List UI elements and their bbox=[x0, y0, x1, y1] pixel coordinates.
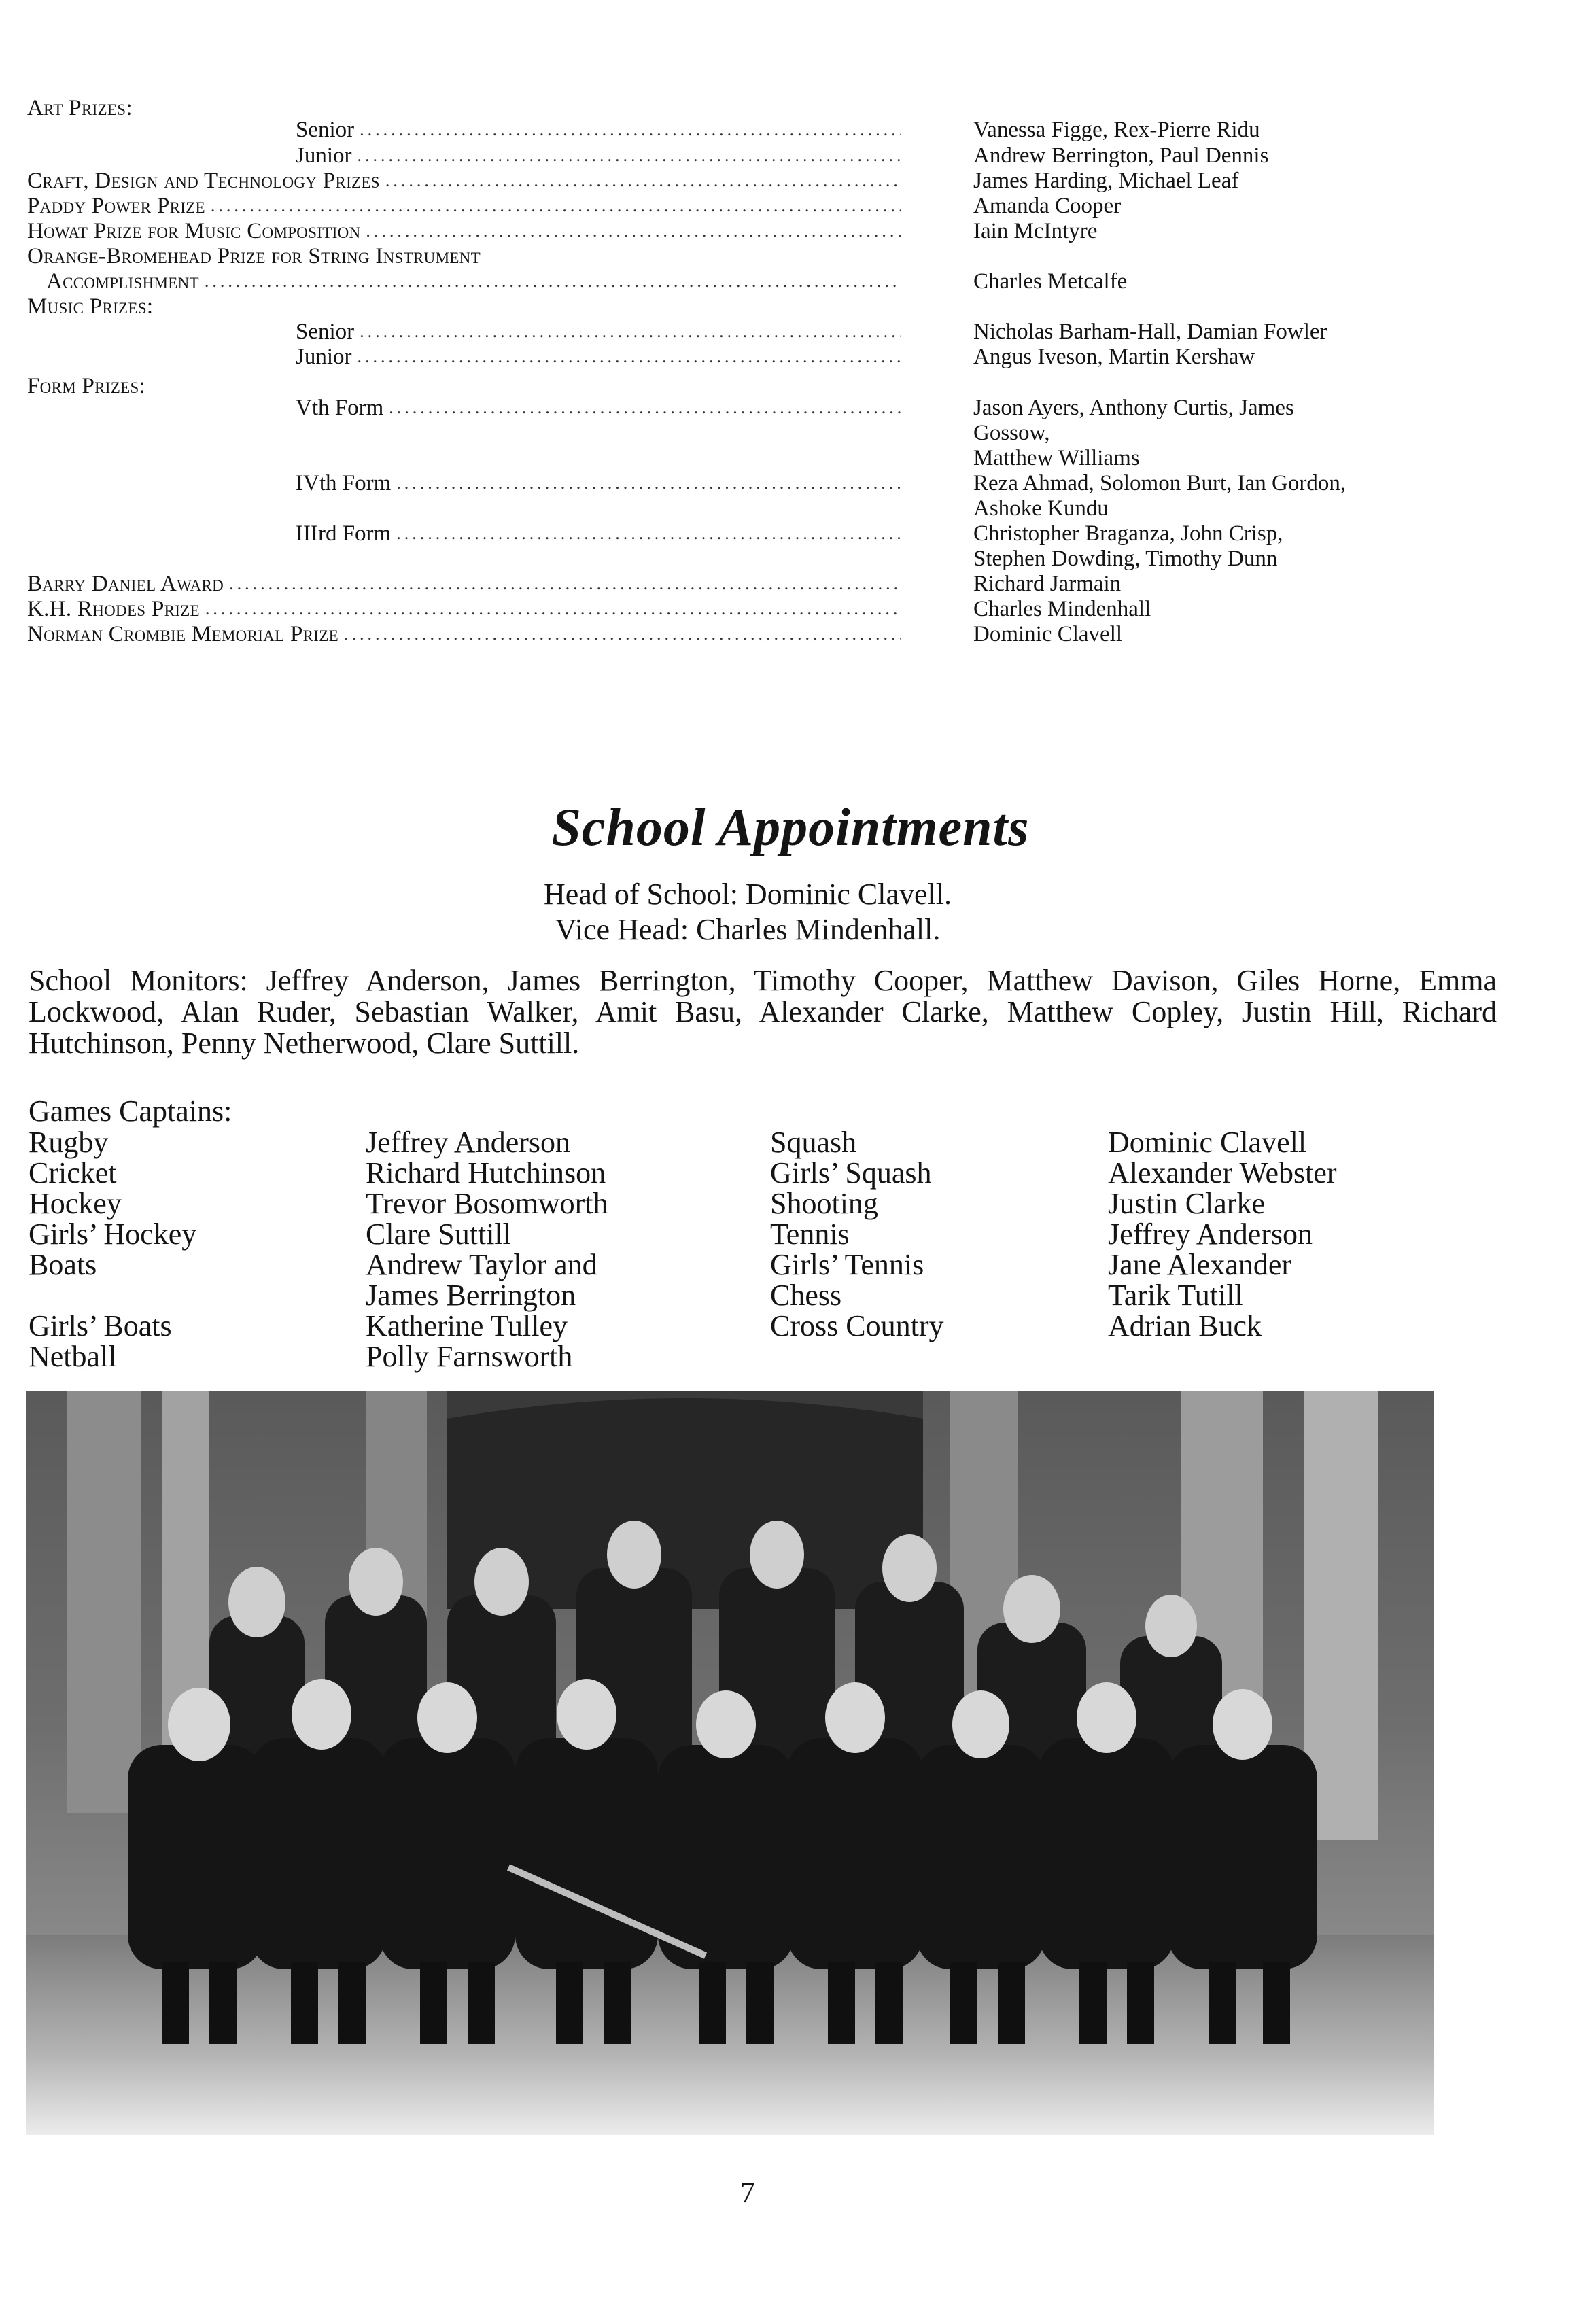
captain-sport: Girls’ Hockey bbox=[29, 1217, 197, 1251]
dot-leader bbox=[385, 168, 901, 194]
prize-winner: Charles Metcalfe bbox=[973, 269, 1128, 294]
dot-leader bbox=[389, 395, 901, 421]
captain-sport: Shooting bbox=[770, 1187, 878, 1220]
captain-sport: Rugby bbox=[29, 1126, 109, 1159]
captain-sport: Boats bbox=[29, 1248, 97, 1281]
prize-winner: Dominic Clavell bbox=[973, 622, 1123, 646]
prize-label: Craft, Design and Technology Prizes bbox=[27, 169, 380, 193]
captain-name: Clare Suttill bbox=[366, 1217, 511, 1251]
prize-winner: Gossow, bbox=[973, 421, 1050, 445]
captain-sport: Hockey bbox=[29, 1187, 122, 1220]
captain-sport: Chess bbox=[770, 1279, 842, 1312]
captain-name: James Berrington bbox=[366, 1279, 576, 1312]
captain-name: Dominic Clavell bbox=[1108, 1126, 1307, 1159]
prize-label: Accomplishment bbox=[46, 269, 199, 294]
captain-sport: Girls’ Boats bbox=[29, 1309, 172, 1342]
prize-winner: Amanda Cooper bbox=[973, 194, 1122, 218]
captain-sport: Cricket bbox=[29, 1156, 117, 1190]
captain-name: Polly Farnsworth bbox=[366, 1340, 573, 1373]
captain-name: Jane Alexander bbox=[1108, 1248, 1291, 1281]
prize-label: Junior bbox=[296, 143, 352, 168]
prize-label: Paddy Power Prize bbox=[27, 194, 205, 218]
prize-winner: Jason Ayers, Anthony Curtis, James bbox=[973, 396, 1294, 420]
captain-sport: Cross Country bbox=[770, 1309, 944, 1342]
captain-name: Tarik Tutill bbox=[1108, 1279, 1243, 1312]
prize-winner: Ashoke Kundu bbox=[973, 496, 1109, 521]
page-number: 7 bbox=[740, 2176, 755, 2209]
prize-winner: Iain McIntyre bbox=[973, 219, 1098, 243]
head-of-school: Head of School: Dominic Clavell. bbox=[544, 878, 952, 911]
dot-leader bbox=[205, 268, 901, 294]
dot-leader bbox=[396, 521, 901, 547]
prize-label: Senior bbox=[296, 118, 355, 142]
prize-label: Barry Daniel Award bbox=[27, 572, 224, 596]
captain-sport: Netball bbox=[29, 1340, 117, 1373]
music-prizes-heading: Music Prizes: bbox=[27, 294, 154, 319]
captain-name: Jeffrey Anderson bbox=[366, 1126, 570, 1159]
captain-name: Jeffrey Anderson bbox=[1108, 1217, 1313, 1251]
prize-label-orange-line1: Orange-Bromehead Prize for String Instrument bbox=[27, 244, 481, 268]
prize-label: IVth Form bbox=[296, 471, 392, 496]
captain-sport: Tennis bbox=[770, 1217, 850, 1251]
section-title: School Appointments bbox=[551, 797, 1030, 856]
dot-leader bbox=[229, 571, 901, 597]
prize-label: Senior bbox=[296, 319, 355, 344]
prize-winner: Andrew Berrington, Paul Dennis bbox=[973, 143, 1269, 168]
captain-name: Alexander Webster bbox=[1108, 1156, 1337, 1190]
prize-winner: Angus Iveson, Martin Kershaw bbox=[973, 345, 1255, 369]
prize-label: IIIrd Form bbox=[296, 521, 392, 546]
captain-name: Adrian Buck bbox=[1108, 1309, 1262, 1342]
prize-winner: James Harding, Michael Leaf bbox=[973, 169, 1239, 193]
captain-name: Richard Hutchinson bbox=[366, 1156, 606, 1190]
captain-name: Justin Clarke bbox=[1108, 1187, 1265, 1220]
games-captains-heading: Games Captains: bbox=[29, 1094, 232, 1128]
prize-winner: Nicholas Barham-Hall, Damian Fowler bbox=[973, 319, 1327, 344]
prize-winner: Matthew Williams bbox=[973, 446, 1140, 470]
prize-label: Junior bbox=[296, 345, 352, 369]
dot-leader bbox=[344, 621, 901, 647]
captain-name: Andrew Taylor and bbox=[366, 1248, 597, 1281]
dot-leader bbox=[358, 344, 902, 370]
dot-leader bbox=[358, 143, 902, 169]
prize-winner: Reza Ahmad, Solomon Burt, Ian Gordon, bbox=[973, 471, 1347, 496]
captain-name: Trevor Bosomworth bbox=[366, 1187, 608, 1220]
prize-winner: Charles Mindenhall bbox=[973, 597, 1151, 621]
prize-winner: Richard Jarmain bbox=[973, 572, 1122, 596]
photo-illustration bbox=[26, 1391, 1434, 2135]
prize-label: Vth Form bbox=[296, 396, 384, 420]
head-of-school-block bbox=[0, 877, 1495, 948]
dot-leader bbox=[360, 319, 901, 345]
prize-winner: Christopher Braganza, John Crisp, bbox=[973, 521, 1283, 546]
dot-leader bbox=[360, 117, 901, 143]
prize-label: K.H. Rhodes Prize bbox=[27, 597, 200, 621]
prize-label: Norman Crombie Memorial Prize bbox=[27, 622, 338, 646]
prize-winner: Vanessa Figge, Rex-Pierre Ridu bbox=[973, 118, 1260, 142]
dot-leader bbox=[366, 218, 901, 244]
form-prizes-heading: Form Prizes: bbox=[27, 374, 146, 398]
dot-leader bbox=[205, 596, 901, 622]
dot-leader bbox=[396, 470, 901, 496]
captain-sport: Girls’ Tennis bbox=[770, 1248, 924, 1281]
art-prizes-heading: Art Prizes: bbox=[27, 96, 133, 120]
captain-sport: Girls’ Squash bbox=[770, 1156, 932, 1190]
prize-winner: Stephen Dowding, Timothy Dunn bbox=[973, 547, 1278, 571]
prize-label: Howat Prize for Music Composition bbox=[27, 219, 361, 243]
captain-name: Katherine Tulley bbox=[366, 1309, 568, 1342]
school-monitors: School Monitors: Jeffrey Anderson, James Berrington, Timothy Cooper, Matthew Davison, Giles Horne, Emma Lockwood, Alan Ruder, Sebastian Walker, Amit Basu, Alexander Clarke, Matthew Copley, Justin Hill, Richard Hutchinson, Penny Netherwood, Clare Suttill. bbox=[29, 964, 1497, 1060]
dot-leader bbox=[211, 193, 901, 219]
vice-head: Vice Head: Charles Mindenhall. bbox=[555, 913, 941, 946]
captain-sport: Squash bbox=[770, 1126, 857, 1159]
group-photograph bbox=[26, 1391, 1434, 2135]
